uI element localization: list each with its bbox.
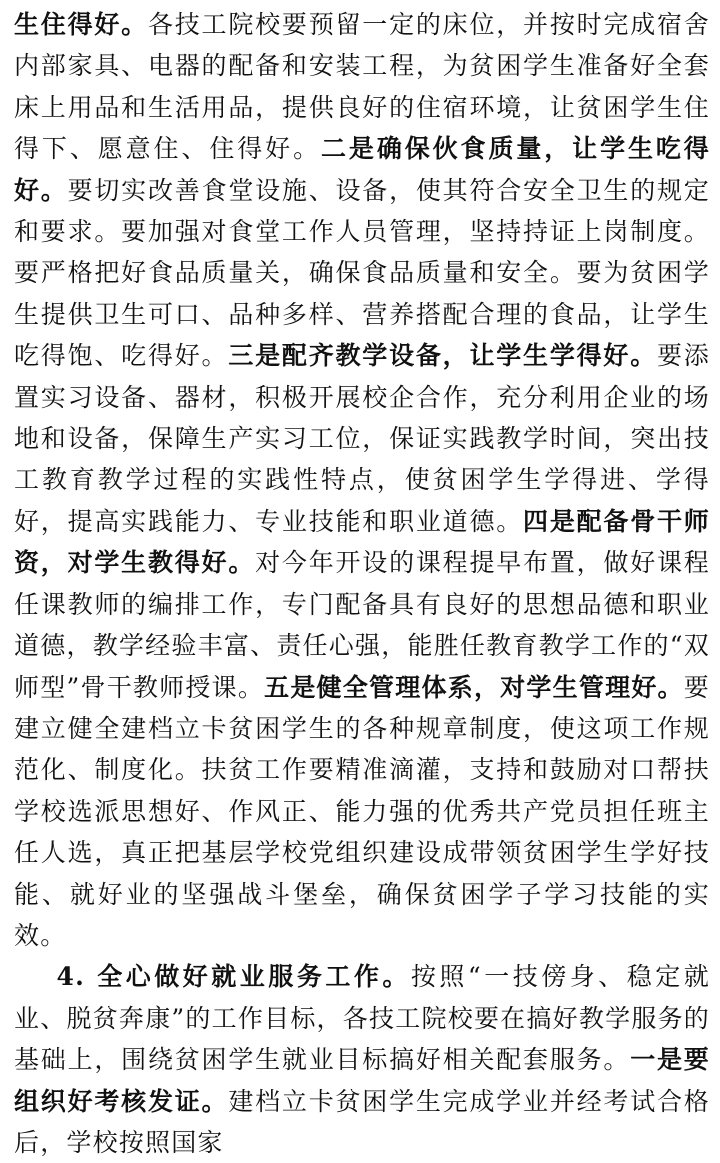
body-text: 建档立卡贫困学生完成学业并经考试合格后，学校按照国家 <box>14 1086 710 1157</box>
body-text: 要建立健全建档立卡贫困学生的各种规章制度，使这项工作规范化、制度化。扶贫工作要精准滴灌，支持和鼓励对口帮扶学校选派思想好、作风正、能力强的优秀共产党员担任班主任人选，真正把基层学校党组织建设成带领贫困学生学好技能、就好业的坚强战斗堡垒，确保贫困学子学习技能的实效。 <box>14 672 710 950</box>
heading-management-system: 五是健全管理体系，对学生管理好。 <box>264 672 684 702</box>
heading-assessment-certification: 一是要组织好考核发证。 <box>14 1045 710 1116</box>
body-text: 要切实改善食堂设施、设备，使其符合安全卫生的规定和要求。要加强对食堂工作人员管理，坚持持证上岗制度。要严格把好食品质量关，确保食品质量和安全。要为贫困学生提供卫生可口、品种多样、营养搭配合理的食品，让学生吃得饱、吃得好。 <box>14 175 710 371</box>
heading-teaching-equipment: 三是配齐教学设备，让学生学得好。 <box>228 341 658 371</box>
heading-meal-quality: 二是确保伙食质量，让学生吃得好。 <box>14 134 711 205</box>
body-text: 对今年开设的课程提早布置，做好课程任课教师的编排工作，专门配备具有良好的思想品德和职业道德，教学经验丰富、责任心强，能胜任教育教学工作的“双师型”骨干教师授课。 <box>14 548 710 702</box>
heading-employment-service: 4. 全心做好就业服务工作。 <box>56 962 411 992</box>
heading-key-teachers: 四是配备骨干师资，对学生教得好。 <box>14 506 710 578</box>
body-text: 要添置实习设备、器材，积极开展校企合作，充分利用企业的场地和设备，保障生产实习工位，保证实践教学时间，突出技工教育教学过程的实践性特点，使贫困学生学得进、学得好，提高实践能力、专业技能和职业道德。 <box>14 341 711 536</box>
paragraph-employment-service <box>14 956 710 1163</box>
body-text: 各技工院校要预留一定的床位，并按时完成宿舍内部家具、电器的配备和安装工程，为贫困学生准备好全套床上用品和生活用品，提供良好的住宿环境，让贫困学生住得下、愿意住、住得好。 <box>14 10 710 164</box>
paragraph-accommodation-and-measures <box>14 4 710 956</box>
heading-housing-good: 生住得好。 <box>14 10 148 39</box>
body-text: 按照“一技傍身、稳定就业、脱贫奔康”的工作目标，各技工院校要在搞好教学服务的基础上，围绕贫困学生就业目标搞好相关配套服务。 <box>14 962 710 1075</box>
